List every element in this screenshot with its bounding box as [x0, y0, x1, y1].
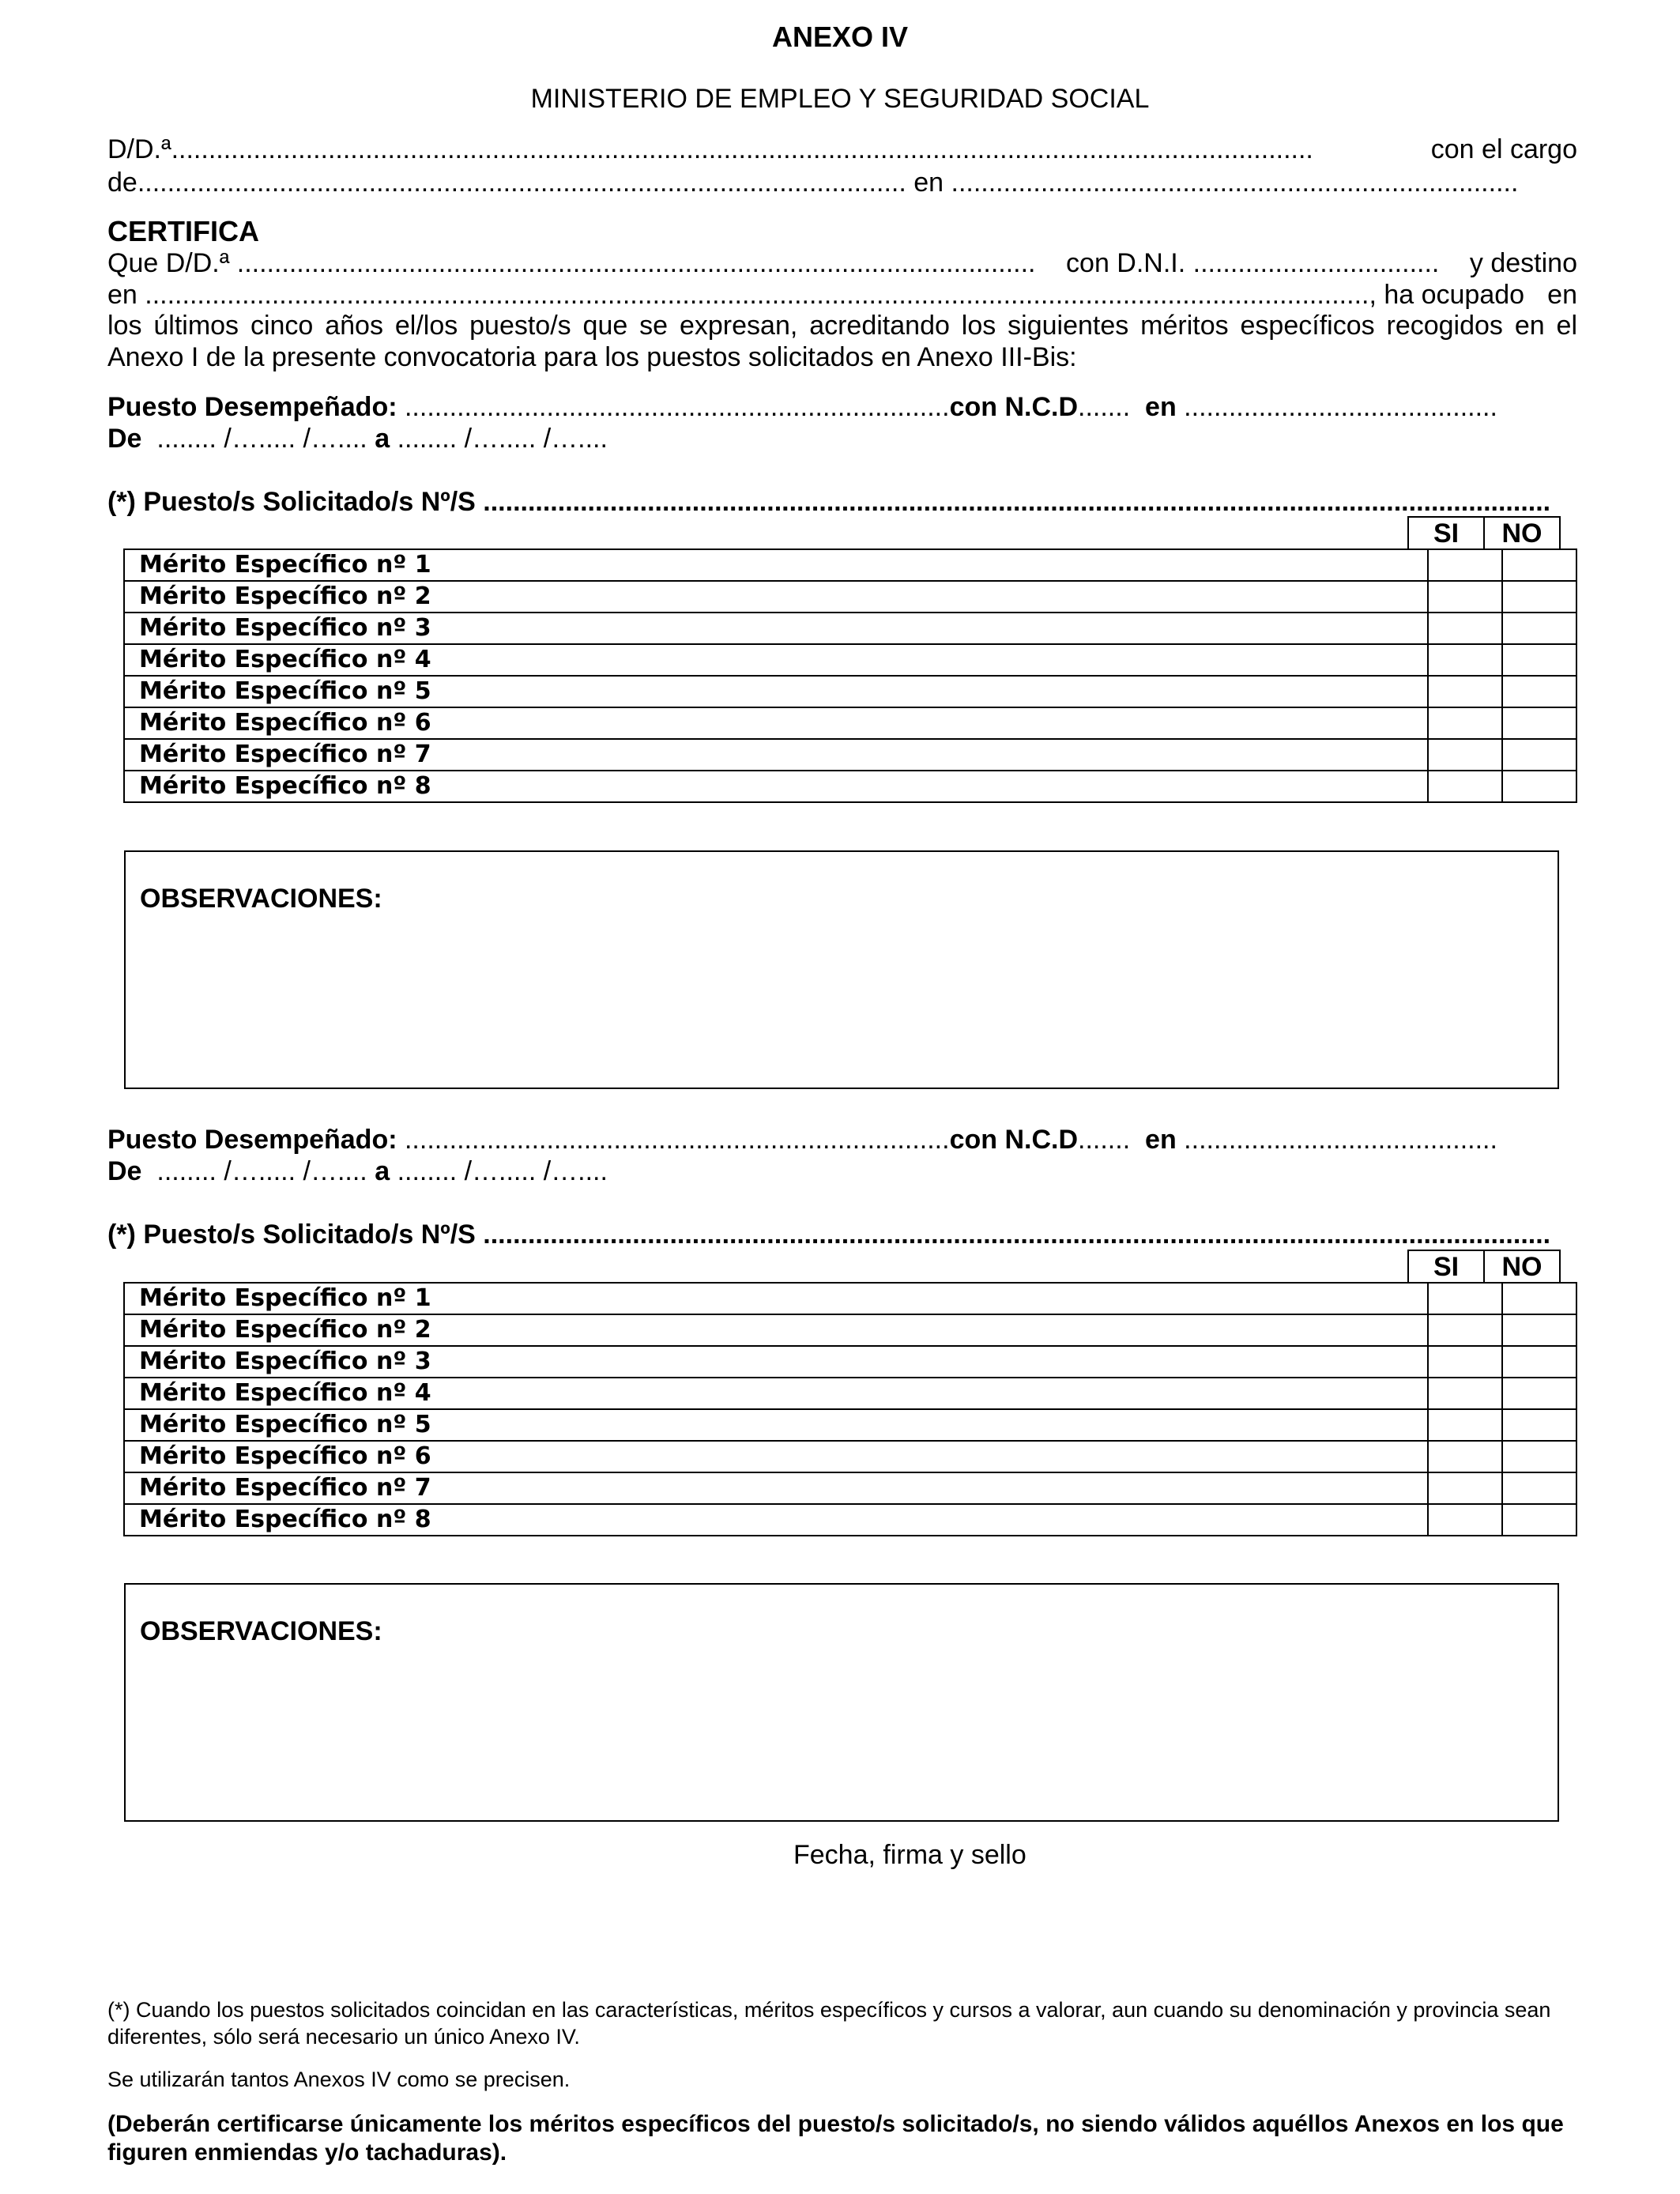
en-label: en	[1145, 1125, 1177, 1155]
merit-table-body	[124, 1283, 1576, 1536]
observaciones-label: OBSERVACIONES:	[140, 1616, 382, 1646]
merit-row	[124, 1441, 1576, 1472]
no-checkbox[interactable]	[1502, 1314, 1576, 1346]
puesto-label: Puesto Desempeñado:	[107, 1125, 397, 1155]
ncd-label: con N.C.D	[949, 392, 1079, 422]
a-label: a	[375, 1156, 390, 1186]
si-checkbox[interactable]	[1428, 1409, 1502, 1441]
merit-label: Mérito Específico nº 4	[124, 1378, 1428, 1409]
merit-label: Mérito Específico nº 8	[124, 1504, 1428, 1536]
annexes-note: Se utilizarán tantos Anexos IV como se precisen.	[107, 2068, 571, 2091]
en-field[interactable]: ..........................................	[1176, 392, 1497, 422]
no-checkbox[interactable]	[1502, 1283, 1576, 1314]
date-from-field[interactable]: ........ /…..... /…....	[149, 424, 367, 454]
puesto-label: Puesto Desempeñado:	[107, 392, 397, 422]
intro-line-2[interactable]: de....................................................................................................... en ............................................................................	[107, 168, 1519, 198]
observaciones-box[interactable]	[124, 850, 1559, 1089]
footnote: (*) Cuando los puestos solicitados coincidan en las características, méritos específicos y cursos a valorar, aun cuando su denominación y provincia sean diferentes, sólo será necesario un único Anexo IV.	[107, 1998, 1551, 2049]
no-checkbox[interactable]	[1502, 1378, 1576, 1409]
si-checkbox[interactable]	[1428, 644, 1502, 676]
si-checkbox[interactable]	[1428, 1441, 1502, 1472]
cargo-label: con el cargo	[1430, 134, 1577, 164]
merit-label: Mérito Específico nº 3	[124, 1346, 1428, 1378]
destino-label: y destino	[1469, 248, 1577, 278]
merit-row	[124, 1504, 1576, 1536]
no-checkbox[interactable]	[1502, 1346, 1576, 1378]
no-checkbox[interactable]	[1502, 1472, 1576, 1504]
puesto-field[interactable]: .........................................................................	[397, 392, 950, 422]
merit-row	[124, 613, 1576, 644]
annex-title: ANEXO IV	[771, 21, 909, 53]
no-checkbox[interactable]	[1502, 707, 1576, 739]
si-header: SI	[1433, 1252, 1460, 1282]
de-label: De	[107, 1156, 142, 1186]
merit-row	[124, 771, 1576, 802]
merit-label: Mérito Específico nº 8	[124, 771, 1428, 802]
merit-label: Mérito Específico nº 1	[124, 549, 1428, 581]
merit-label: Mérito Específico nº 1	[124, 1283, 1428, 1314]
puesto-field[interactable]: .........................................................................	[397, 1125, 950, 1155]
merit-label: Mérito Específico nº 6	[124, 707, 1428, 739]
merit-row	[124, 549, 1576, 581]
no-checkbox[interactable]	[1502, 644, 1576, 676]
no-checkbox[interactable]	[1502, 1441, 1576, 1472]
date-range-line	[107, 1155, 1577, 1188]
merit-label: Mérito Específico nº 3	[124, 613, 1428, 644]
puesto-desempenado-line	[107, 1123, 1577, 1156]
no-checkbox[interactable]	[1502, 581, 1576, 613]
merit-label: Mérito Específico nº 6	[124, 1441, 1428, 1472]
que-dd-field[interactable]: Que D/D.ª ...........................................................................................................	[107, 248, 1036, 278]
si-checkbox[interactable]	[1428, 1346, 1502, 1378]
merit-table	[123, 1282, 1577, 1536]
si-checkbox[interactable]	[1428, 549, 1502, 581]
no-checkbox[interactable]	[1502, 1409, 1576, 1441]
si-header: SI	[1433, 518, 1460, 548]
merit-row	[124, 1283, 1576, 1314]
observaciones-label: OBSERVACIONES:	[140, 884, 382, 914]
merit-row	[124, 644, 1576, 676]
puesto-desempenado-line	[107, 390, 1577, 424]
merit-label: Mérito Específico nº 7	[124, 739, 1428, 771]
merit-row	[124, 676, 1576, 707]
merit-row	[124, 581, 1576, 613]
puesto-solicitado-line	[107, 485, 1577, 518]
merit-label: Mérito Específico nº 5	[124, 676, 1428, 707]
ncd-label: con N.C.D	[949, 1125, 1079, 1155]
date-to-field[interactable]: ........ /…..... /…....	[397, 1156, 608, 1186]
no-checkbox[interactable]	[1502, 739, 1576, 771]
si-checkbox[interactable]	[1428, 581, 1502, 613]
date-from-field[interactable]: ........ /…..... /…....	[149, 1156, 367, 1186]
merit-row	[124, 1409, 1576, 1441]
si-checkbox[interactable]	[1428, 1283, 1502, 1314]
si-no-header	[1407, 516, 1561, 549]
en-label: en	[1547, 280, 1577, 310]
si-checkbox[interactable]	[1428, 613, 1502, 644]
certifica-paragraph: los últimos cinco años el/los puesto/s que se expresan, acreditando los siguientes méritos específicos recogidos en el Anexo I de la presente convocatoria para los puestos solicitados en Anexo III-Bis:	[107, 311, 1577, 372]
date-range-line	[107, 422, 1577, 455]
no-header: NO	[1483, 518, 1559, 549]
warning-note: (Deberán certificarse únicamente los méritos específicos del puesto/s solicitado/s, no siendo válidos aquéllos Anexos en los que figuren enmiendas y/o tachaduras).	[107, 2111, 1564, 2166]
merit-row	[124, 739, 1576, 771]
ministry-name: MINISTERIO DE EMPLEO Y SEGURIDAD SOCIAL	[530, 84, 1150, 114]
merit-row	[124, 1346, 1576, 1378]
si-no-header	[1407, 1250, 1561, 1283]
puesto-solicitado-line	[107, 1218, 1577, 1251]
name-field-dots[interactable]: D/D.ª.........................................................................................................................................................	[107, 134, 1313, 164]
certifica-line-1	[107, 247, 1577, 280]
observaciones-box[interactable]	[124, 1583, 1559, 1822]
si-checkbox[interactable]	[1428, 1472, 1502, 1504]
no-checkbox[interactable]	[1502, 1504, 1576, 1536]
merit-row	[124, 1378, 1576, 1409]
merit-label: Mérito Específico nº 2	[124, 581, 1428, 613]
no-checkbox[interactable]	[1502, 771, 1576, 802]
a-label: a	[375, 424, 390, 454]
en-label: en	[1145, 392, 1177, 422]
en-field[interactable]: ..........................................	[1176, 1125, 1497, 1155]
certifica-heading: CERTIFICA	[107, 215, 259, 247]
no-checkbox[interactable]	[1502, 549, 1576, 581]
date-to-field[interactable]: ........ /…..... /…....	[397, 424, 608, 454]
si-checkbox[interactable]	[1428, 771, 1502, 802]
si-checkbox[interactable]	[1428, 676, 1502, 707]
certifica-line-2	[107, 278, 1577, 311]
solicitado-field[interactable]: ...............................................................................................................................................	[475, 487, 1551, 517]
ncd-field[interactable]: .......	[1078, 392, 1131, 422]
no-checkbox[interactable]	[1502, 676, 1576, 707]
solicitado-field[interactable]: ...............................................................................................................................................	[475, 1220, 1551, 1250]
merit-table-body	[124, 549, 1576, 802]
merit-label: Mérito Específico nº 2	[124, 1314, 1428, 1346]
merit-label: Mérito Específico nº 4	[124, 644, 1428, 676]
si-checkbox[interactable]	[1428, 1378, 1502, 1409]
si-checkbox[interactable]	[1428, 1504, 1502, 1536]
no-checkbox[interactable]	[1502, 613, 1576, 644]
destino-field[interactable]: en ...................................................................................................................................................................., ha ocupado	[107, 280, 1525, 310]
no-header: NO	[1483, 1251, 1559, 1283]
dni-field[interactable]: con D.N.I. .................................	[1066, 248, 1440, 278]
solicitado-label: (*) Puesto/s Solicitado/s Nº/S	[107, 487, 476, 517]
signature-caption: Fecha, firma y sello	[793, 1840, 1026, 1870]
merit-table	[123, 548, 1577, 803]
merit-label: Mérito Específico nº 7	[124, 1472, 1428, 1504]
merit-label: Mérito Específico nº 5	[124, 1409, 1428, 1441]
si-checkbox[interactable]	[1428, 1314, 1502, 1346]
ncd-field[interactable]: .......	[1078, 1125, 1131, 1155]
merit-row	[124, 1472, 1576, 1504]
de-label: De	[107, 424, 142, 454]
intro-line-1	[107, 133, 1577, 166]
solicitado-label: (*) Puesto/s Solicitado/s Nº/S	[107, 1220, 476, 1250]
merit-row	[124, 707, 1576, 739]
si-checkbox[interactable]	[1428, 739, 1502, 771]
merit-row	[124, 1314, 1576, 1346]
si-checkbox[interactable]	[1428, 707, 1502, 739]
